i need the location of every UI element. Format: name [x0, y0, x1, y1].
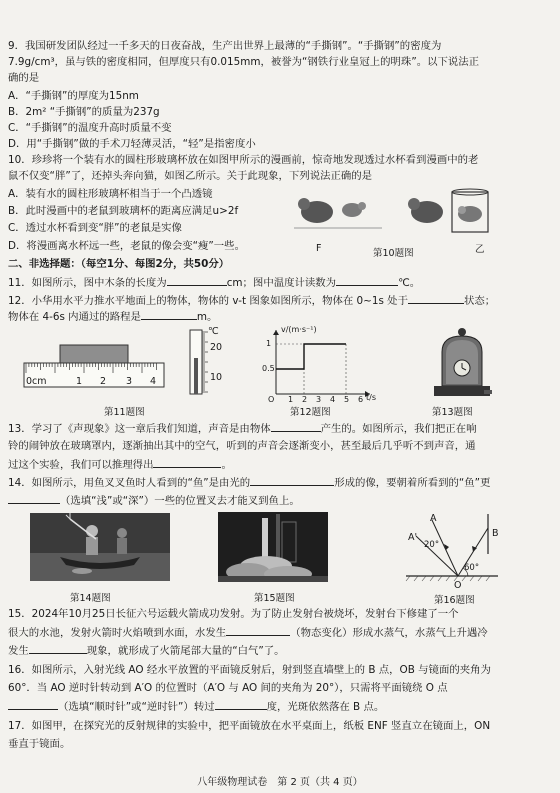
- q15-text-c: （物态变化）形成水蒸气，水蒸气上升遇冷: [290, 627, 488, 639]
- q10-option-b: B．此时漫画中的老鼠到玻璃杯的距离应满足u>2f: [8, 205, 239, 217]
- q16-line3: [8, 700, 556, 714]
- fig12-xtick-5: 5: [344, 395, 350, 404]
- q12-text-a: 12．小华用水平力推水平地面上的物体，物体的 v-t 图象如图所示，物体在 0~1s 处于: [8, 295, 408, 307]
- fig11-tick-2: 2: [100, 376, 107, 387]
- q13-blank-source[interactable]: [271, 422, 321, 432]
- q9-stem-line2: 7.9g/cm³，虽与铁的密度相同，但厚度只有0.015mm，被誉为“钢铁行业皇冠上的明珠”。以下说法正: [8, 56, 480, 68]
- fig16-label-a-prime: A': [408, 532, 418, 543]
- fig16-angle-60: 60°: [464, 563, 480, 573]
- q10-option-d: D．将漫画离水杯远一些，老鼠的像会变“瘦”一些。: [8, 240, 245, 252]
- q15-text-b: 很大的水池，发射火箭时火焰喷到水面，水发生: [8, 627, 227, 639]
- q12-text-b: 状态；: [463, 295, 496, 307]
- q11-blank-temperature[interactable]: [336, 276, 398, 286]
- fig10-caption: 第10题图: [373, 248, 414, 259]
- q16-text-d: 度，光斑依然落在 B 点。: [266, 701, 385, 713]
- thermometer-tick-10: 10: [210, 372, 223, 383]
- q16-line1: 16．如图所示，入射光线 AO 经水平放置的平面镜反射后，射到竖直墙壁上的 B 点，OB 与镜面的夹角为: [8, 664, 491, 676]
- q13-line3: [8, 458, 556, 472]
- q10-stem-line2: 鼠不仅变“胖”了，还掉头奔向猫，如图乙所示。关于此现象，下列说法正确的是: [8, 170, 373, 182]
- q13-text-d: 过这个实验，我们可以推理得出: [8, 459, 154, 471]
- q10-option-c: C．透过水杯看到变“胖”的老鼠是实像: [8, 222, 182, 234]
- q9-option-a: A．“手撕钢”的厚度为15nm: [8, 90, 139, 102]
- q14-blank-phenomenon[interactable]: [250, 476, 334, 486]
- fig16-angle-20: 20°: [424, 540, 440, 550]
- fig12-xlabel: t/s: [366, 393, 376, 402]
- q12-line1: [8, 294, 556, 308]
- q15-blank-vaporization[interactable]: [226, 626, 290, 636]
- fig11-tick-1: 1: [76, 376, 83, 387]
- fig12-ylabel: v/(m·s⁻¹): [281, 325, 317, 334]
- fig16-label-a: A: [430, 513, 437, 524]
- q13-text-e: 。: [221, 459, 232, 471]
- fig14-spearfishing-photo: [30, 513, 170, 581]
- fig12-xtick-o: O: [268, 395, 275, 404]
- fig16-caption: 第16题图: [434, 595, 475, 606]
- section2-heading: 二、非选择题：（每空1分、每图2分，共50分）: [8, 258, 230, 270]
- q9-option-b: B．2m² “手撕钢”的质量为237g: [8, 106, 160, 118]
- q14-text-c: （选填“浅”或“深”）一些的位置叉去才能叉到鱼上。: [60, 495, 300, 507]
- fig10-cartoon: [292, 188, 500, 240]
- q11-text-c: ℃。: [398, 277, 421, 289]
- fig12-xtick-4: 4: [330, 395, 336, 404]
- q15-line3: [8, 644, 556, 658]
- q11-line: [8, 276, 556, 290]
- thermometer-tick-20: 20: [210, 342, 223, 353]
- q15-line2: [8, 626, 556, 640]
- q16-blank-degrees[interactable]: [215, 700, 267, 710]
- q15-text-d: 发生: [8, 645, 29, 657]
- q13-line2: 铃的闹钟放在玻璃罩内，逐渐抽出其中的空气，听到的声音会逐渐变小，甚至最后几乎听不到声音，通: [8, 440, 476, 452]
- fig12-ytick-05: 0.5: [262, 364, 275, 373]
- fig16-label-o: O: [454, 580, 462, 591]
- q15-blank-condensation[interactable]: [29, 644, 87, 654]
- q9-stem-line1: 9．我国研发团队经过一千多天的日夜奋战，生产出世界上最薄的“手撕钢”。“手撕钢”的密度为: [8, 40, 442, 52]
- fig16-label-b: B: [492, 528, 499, 539]
- fig15-rocket-launch-photo: [218, 512, 328, 582]
- q12-line2: [8, 310, 556, 324]
- q11-text-a: 11．如图所示，图中木条的长度为: [8, 277, 167, 289]
- fig11-tick-4: 4: [150, 376, 157, 387]
- fig12-xtick-3: 3: [316, 395, 322, 404]
- q16-line2: 60°．当 AO 逆时针转动到 A′O 的位置时（A′O 与 AO 间的夹角为 20°），只需将平面镜绕 O 点: [8, 682, 448, 694]
- q14-line2: [8, 494, 556, 508]
- fig15-caption: 第15题图: [254, 593, 295, 604]
- q10-stem-line1: 10．珍珍将一个装有水的圆柱形玻璃杯放在如图甲所示的漫画前，惊奇地发现透过水杯看到漫画中的老: [8, 154, 479, 166]
- q13-line1: [8, 422, 556, 436]
- q11-blank-length[interactable]: [167, 276, 227, 286]
- fig10-label-right: 乙: [475, 244, 485, 255]
- fig12-xtick-1: 1: [288, 395, 294, 404]
- fig12-ytick-1: 1: [266, 339, 272, 348]
- fig12-xtick-6: 6: [358, 395, 364, 404]
- q12-text-c: 物体在 4-6s 内通过的路程是: [8, 311, 141, 323]
- q12-blank-state[interactable]: [408, 294, 464, 304]
- q13-text-b: 产生的。如图所示，我们把正在响: [320, 423, 477, 435]
- q14-blank-depth[interactable]: [8, 494, 60, 504]
- q9-stem-line3: 确的是: [8, 72, 40, 84]
- q17-line1: 17．如图甲，在探究光的反射规律的实验中，把平面镜放在水平桌面上，纸板 ENF 竖直立在镜面上，ON: [8, 720, 491, 732]
- q11-text-b: cm；图中温度计读数为: [226, 277, 337, 289]
- fig11-tick-0: 0cm: [26, 376, 47, 387]
- page-footer: 八年级物理试卷 第 2 页（共 4 页）: [197, 777, 363, 788]
- fig14-caption: 第14题图: [70, 593, 111, 604]
- q16-blank-direction[interactable]: [8, 700, 58, 710]
- q13-text-a: 13．学习了《声现象》这一章后我们知道，声音是由物体: [8, 423, 271, 435]
- q16-text-c: （选填“顺时针”或“逆时针”）转过: [58, 701, 215, 713]
- q14-text-b: 形成的像，要朝着所看到的“鱼”更: [334, 477, 491, 489]
- q9-option-c: C．“手撕钢”的温度升高时质量不变: [8, 122, 172, 134]
- fig12-vt-graph: [262, 326, 374, 400]
- fig11-thermometer: [186, 328, 216, 396]
- q15-text-e: 现象，就形成了火箭尾部大量的“白气”了。: [86, 645, 285, 657]
- q12-blank-distance[interactable]: [141, 310, 197, 320]
- q14-line1: [8, 476, 556, 490]
- fig10-label-left: F: [316, 243, 322, 254]
- q12-text-d: m。: [196, 311, 218, 323]
- fig12-caption: 第12题图: [290, 407, 331, 418]
- fig11-tick-3: 3: [126, 376, 133, 387]
- q13-blank-conclusion[interactable]: [153, 458, 221, 468]
- q14-text-a: 14．如图所示，用鱼叉叉鱼时人看到的“鱼”是由光的: [8, 477, 251, 489]
- q17-line2: 垂直于镜面。: [8, 738, 71, 750]
- q15-line1: 15．2024年10月25日长征六号运载火箭成功发射。为了防止发射台被烧坏，发射台下修建了一个: [8, 608, 459, 620]
- fig13-bell-jar: [432, 326, 492, 400]
- thermometer-unit: ℃: [208, 326, 219, 337]
- fig12-xtick-2: 2: [302, 395, 308, 404]
- fig11-caption: 第11题图: [104, 407, 145, 418]
- q10-option-a: A．装有水的圆柱形玻璃杯相当于一个凸透镜: [8, 188, 213, 200]
- fig16-reflection-diagram: [400, 514, 510, 588]
- q9-option-d: D．用“手撕钢”做的手术刀轻薄灵活，“轻”是指密度小: [8, 138, 256, 150]
- fig13-caption: 第13题图: [432, 407, 473, 418]
